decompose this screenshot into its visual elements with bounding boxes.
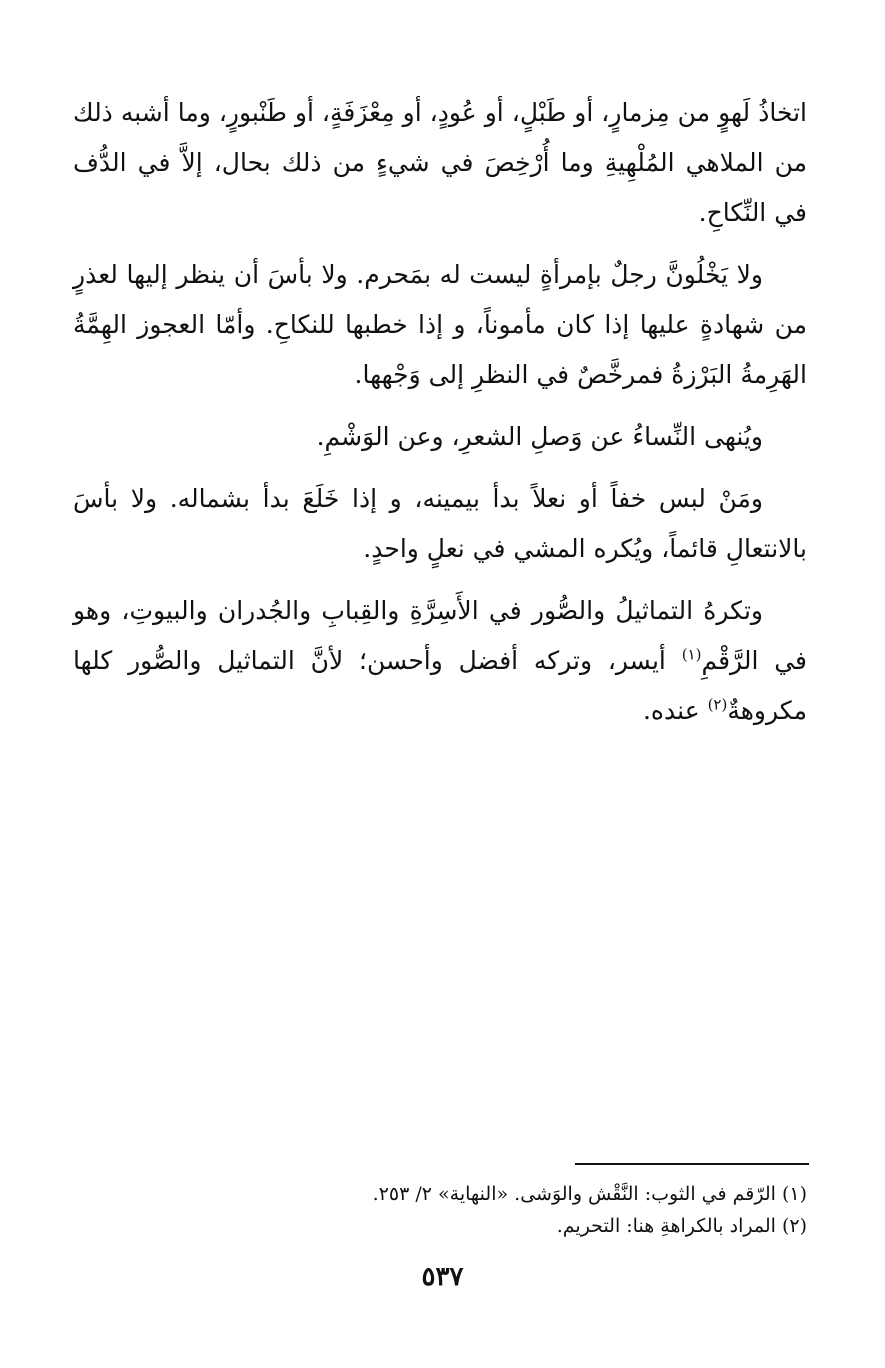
paragraph-1: اتخاذُ لَهوٍ من مِزمارٍ، أو طَبْلٍ، أو عُودٍ، أو مِعْزَفَةٍ، أو طَنْبورٍ، وما أشبه ذلك من الملاهي المُلْهِيةِ وما أُرْخِصَ في شيءٍ من ذلك بحال، إلاَّ في الدُّف في النِّكاحِ. — [73, 98, 807, 227]
footnote-2: (٢) المراد بالكراهةِ هنا: التحريم. — [556, 1215, 807, 1237]
paragraph-3: ويُنهى النِّساءُ عن وَصلِ الشعرِ، وعن الوَشْمِ. — [316, 422, 763, 451]
paragraph-4: ومَنْ لبس خفاً أو نعلاً بدأ بيمينه، و إذا خَلَعَ بدأ بشماله. ولا بأسَ بالانتعالِ قائماً، ويُكره المشي في نعلٍ واحدٍ. — [73, 484, 807, 563]
paragraph-5-text-b: أيسر، وتركه أفضل وأحسن؛ لأنَّ التماثيل والصُّور كلها مكروهةٌ — [73, 646, 807, 725]
main-text — [73, 88, 807, 748]
footnote-1: (١) الرّقم في الثوب: النَّقْش والوَشى. «النهاية» ٢/ ٢٥٣. — [372, 1183, 807, 1205]
footnote-ref-2: (٢) — [707, 695, 728, 714]
paragraph-5-text-a: وتكرهُ التماثيلُ والصُّور في الأَسِرَّةِ والقِبابِ والجُدران والبيوتِ، وهو في الرَّقْمِ — [73, 596, 807, 675]
footnote-ref-1: (١) — [681, 645, 702, 664]
paragraph-5 — [73, 586, 807, 736]
paragraph-5-text-c: عنده. — [642, 696, 708, 725]
footnote-divider — [575, 1163, 809, 1165]
footnotes — [73, 1178, 807, 1242]
paragraph-2: ولا يَخْلُونَّ رجلٌ بإمرأةٍ ليست له بمَحرم. ولا بأسَ أن ينظر إليها لعذرٍ من شهادةٍ عليها إذا كان مأموناً، و إذا خطبها للنكاحِ. وأمّا العجوز الهِمَّةُ الهَرِمةُ البَرْزةُ فمرخَّصٌ في النظرِ إلى وَجْهها. — [73, 260, 807, 389]
page-number: ٥٣٧ — [421, 1262, 464, 1292]
